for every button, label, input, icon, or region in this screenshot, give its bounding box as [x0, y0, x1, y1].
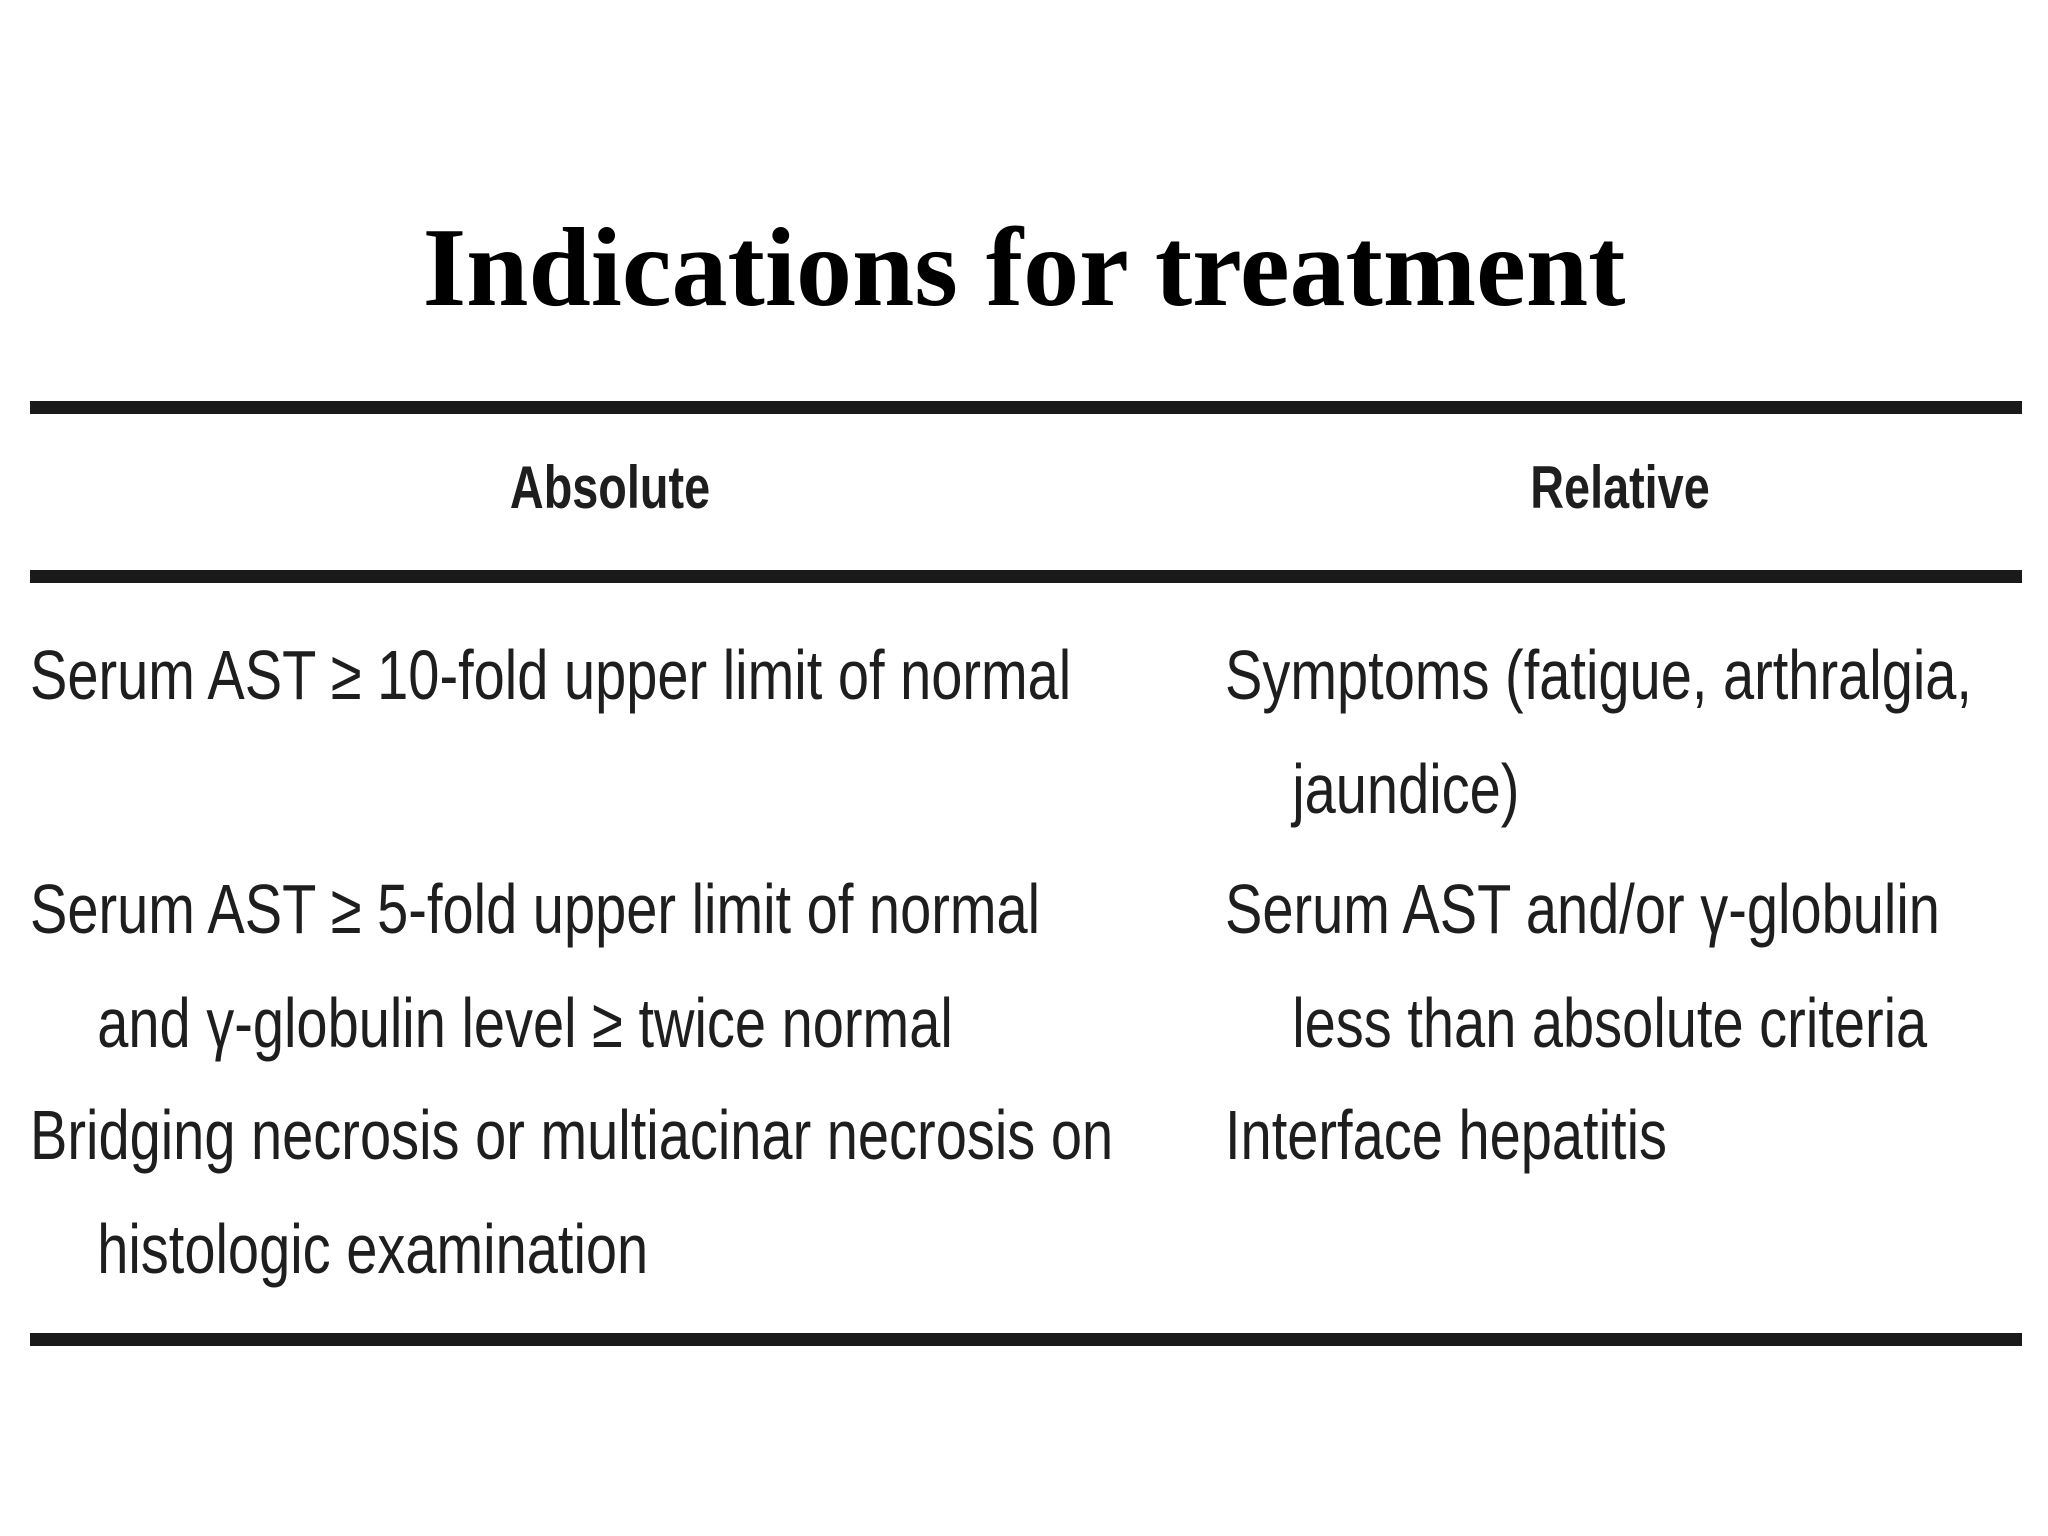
cell-line: Symptoms (fatigue, arthralgia, [1225, 636, 1972, 714]
column-header-relative: Relative [1530, 454, 1710, 521]
cell-line: Bridging necrosis or multiacinar necrosis on [30, 1096, 1114, 1174]
cell-line-continuation: and γ-globulin level ≥ twice normal [97, 984, 953, 1062]
table-top-rule [30, 401, 2022, 414]
table-cell-relative-3 [1225, 1078, 1667, 1192]
table-cell-absolute-1 [30, 618, 1071, 732]
table-header-rule [30, 570, 2022, 583]
table-cell-relative-1 [1225, 618, 1972, 846]
table-bottom-rule [30, 1333, 2022, 1346]
table-cell-absolute-3 [30, 1078, 1113, 1306]
cell-line-continuation: less than absolute criteria [1292, 984, 1928, 1062]
slide-title: Indications for treatment [422, 206, 1626, 330]
column-header-absolute: Absolute [509, 454, 711, 521]
cell-line-continuation: histologic examination [97, 1210, 649, 1288]
table-cell-absolute-2 [30, 852, 1040, 1080]
cell-line-continuation: jaundice) [1292, 750, 1520, 828]
cell-line: Interface hepatitis [1225, 1096, 1668, 1174]
cell-line: Serum AST and/or γ-globulin [1225, 870, 1940, 948]
cell-line: Serum AST ≥ 5-fold upper limit of normal [30, 870, 1041, 948]
cell-line: Serum AST ≥ 10-fold upper limit of normal [30, 636, 1072, 714]
table-cell-relative-2 [1225, 852, 1940, 1080]
